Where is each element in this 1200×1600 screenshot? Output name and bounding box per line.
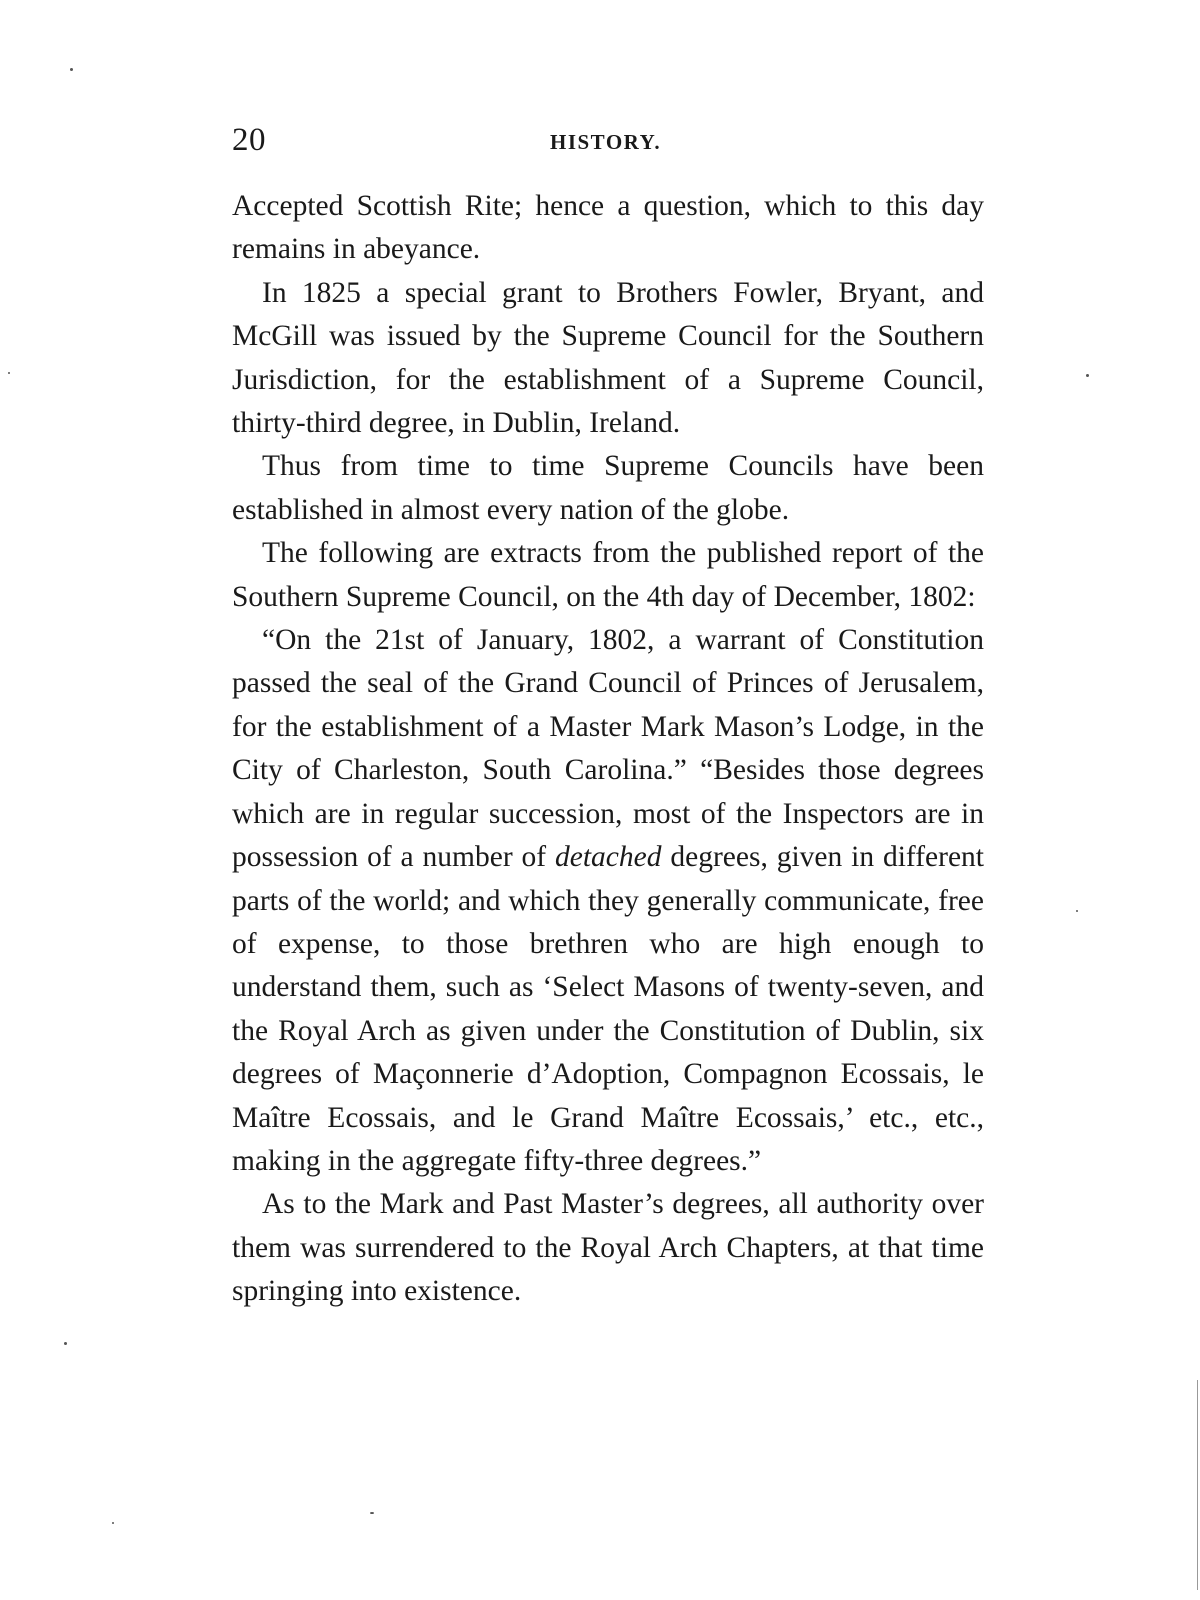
paragraph-1825-grant: In 1825 a special grant to Brothers Fowler, Bryant, and McGill was issued by the Supreme Council for the Southern Jurisdiction, for the establishment of a Supreme Council, thirty-third degree, in Dublin, Ireland. [232, 276, 984, 440]
scan-speck [70, 68, 73, 71]
paragraph-extracts-intro: The following are extracts from the published report of the Southern Supreme Council, on the 4th day of December, 1802: [232, 537, 984, 613]
quote-part-1: “On the 21st of January, 1802, a warrant of Constitution passed the seal of the Grand Council of Princes of Jerusalem, for the establishment of a Master Mark Mason’s Lodge, in the City of Charleston, South Carolina.” “Besides those degrees which are in regular succession, most of the Inspectors are in possession of a number of [232, 624, 984, 874]
page-header [232, 118, 984, 162]
quote-part-2: degrees, given in different parts of the world; and which they generally communicate, free of expense, to those brethren who are high enough to understand them, such as ‘Select Masons of twenty-seven, and the Royal Arch as given under the Constitution of Dublin, six degrees of Maçonnerie d’Adoption, Compagnon Ecossais, le Maître Ecossais, and le Grand Maître Ecossais,’ etc., etc., making in the aggregate fifty-three degrees.” [232, 841, 984, 1177]
running-head: HISTORY. [550, 130, 662, 154]
page-number: 20 [232, 122, 266, 158]
quote-emphasis: detached [555, 841, 662, 874]
scan-speck [112, 1522, 114, 1524]
paragraph-mark-degrees: As to the Mark and Past Master’s degrees, all authority over them was surrendered to the Royal Arch Chapters, at that time springing into existence. [232, 1188, 984, 1308]
scan-edge-mark [1197, 1380, 1198, 1590]
body-text [232, 185, 984, 1314]
scan-speck [8, 372, 10, 374]
scan-speck [1086, 374, 1089, 377]
scan-speck [370, 1512, 374, 1514]
paragraph-supreme-councils: Thus from time to time Supreme Councils have been established in almost every nation of the globe. [232, 450, 984, 526]
paragraph-quotation [232, 619, 984, 1183]
scan-speck [1076, 910, 1078, 912]
scan-speck [64, 1342, 67, 1345]
paragraph-continuation: Accepted Scottish Rite; hence a question, which to this day remains in abeyance. [232, 190, 984, 266]
